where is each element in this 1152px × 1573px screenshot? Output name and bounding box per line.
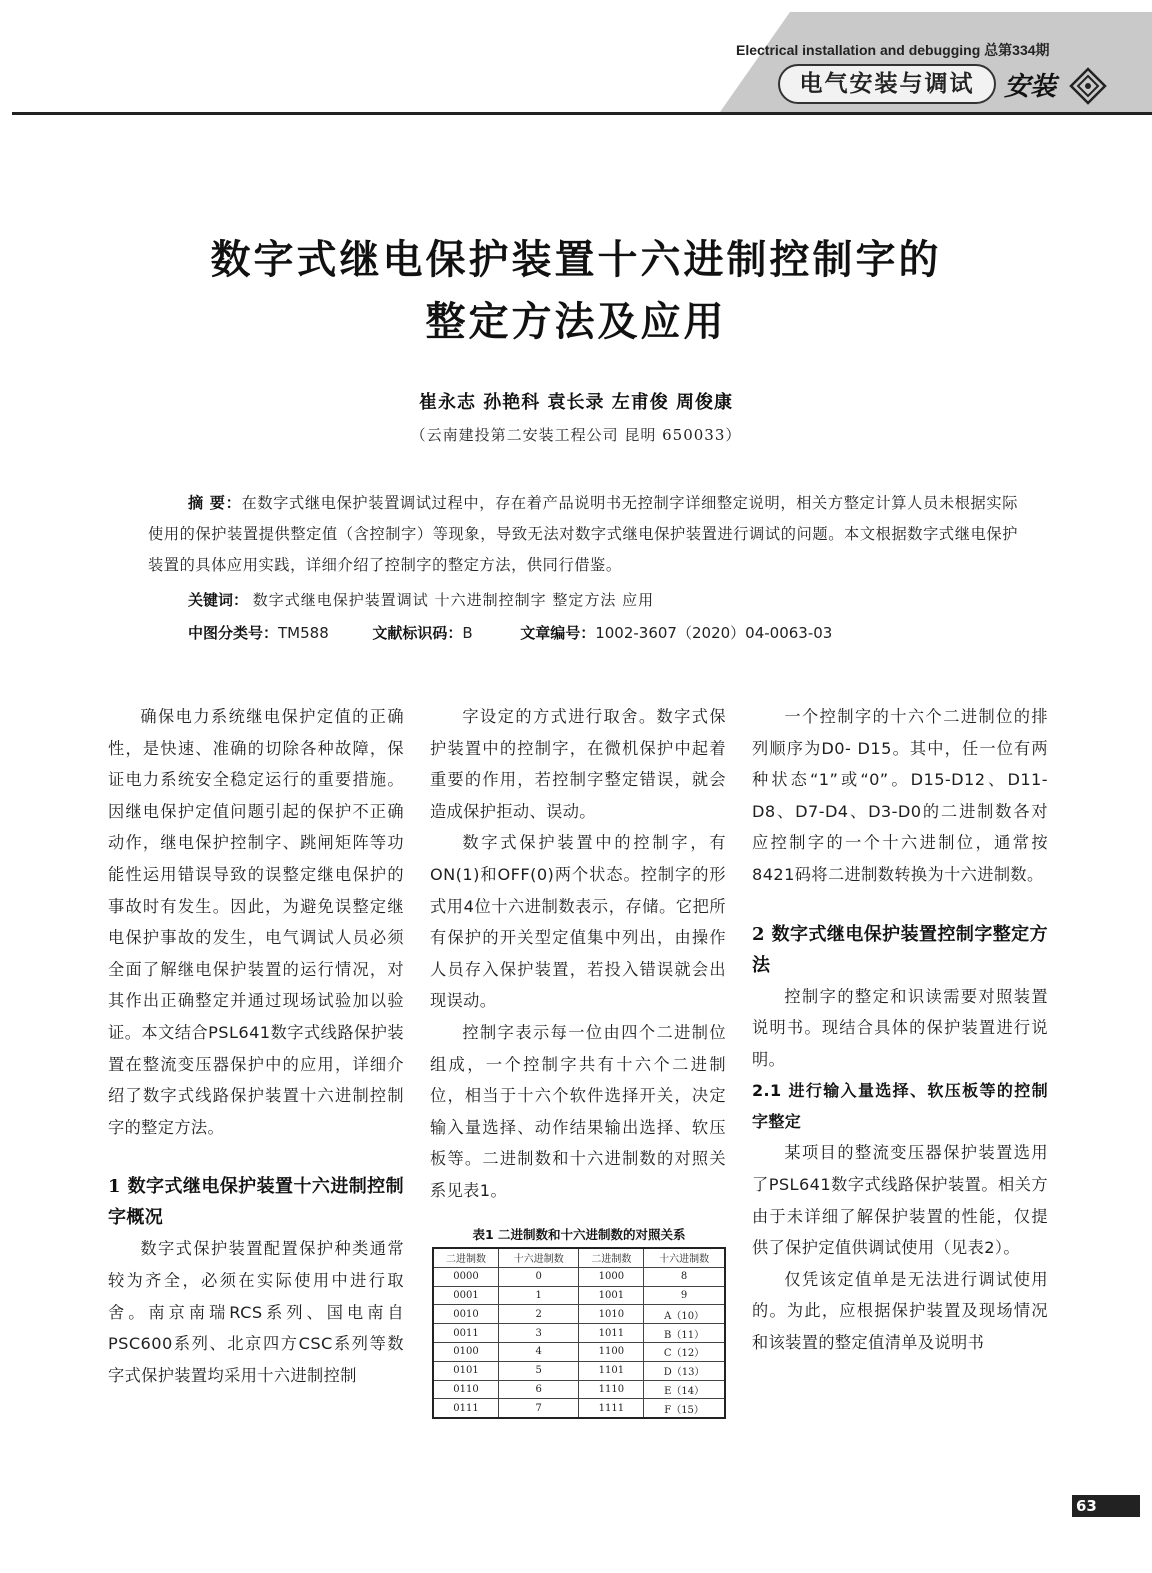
- journal-logo-icon: [1068, 66, 1108, 106]
- table-cell: 0001: [433, 1286, 499, 1305]
- keywords-value: 数字式继电保护装置调试 十六进制控制字 整定方法 应用: [252, 591, 655, 609]
- article-title-line1: 数字式继电保护装置十六进制控制字的: [210, 236, 942, 283]
- table-cell: 1010: [579, 1305, 644, 1324]
- table-cell: 1100: [579, 1342, 644, 1361]
- paragraph: 一个控制字的十六个二进制位的排列顺序为D0- D15。其中，任一位有两种状态“1”或“0”。D15-D12、D11-D8、D7-D4、D3-D0的二进制数各对应控制字的一个十六进制位，通常按8421码将二进制数转换为十六进制数。: [752, 707, 1048, 884]
- classification: [188, 622, 832, 643]
- table-header-cell: 十六进制数: [644, 1248, 725, 1267]
- table-row: [433, 1399, 725, 1418]
- journal-en-name: Electrical installation and debugging: [736, 42, 981, 58]
- table-row: [433, 1267, 725, 1286]
- table-cell: D（13）: [644, 1361, 725, 1380]
- affiliation: （云南建投第二安装工程公司 昆明 650033）: [410, 426, 742, 444]
- table-cell: 0: [499, 1267, 579, 1286]
- table-cell: 4: [499, 1342, 579, 1361]
- paragraph: 字设定的方式进行取舍。数字式保护装置中的控制字，在微机保护中起着重要的作用，若控制字整定错误，就会造成保护拒动、误动。: [430, 707, 726, 821]
- journal-issue: 总第334期: [984, 42, 1050, 58]
- paragraph: 控制字表示每一位由四个二进制位组成，一个控制字共有十六个二进制位，相当于十六个软件选择开关，决定输入量选择、动作结果输出选择、软压板等。二进制数和十六进制数的对照关系见表1。: [430, 1022, 726, 1200]
- table-cell: 8: [644, 1267, 725, 1286]
- table-cell: F（15）: [644, 1399, 725, 1418]
- binary-hex-table: [432, 1247, 726, 1419]
- table-caption: 表1 二进制数和十六进制数的对照关系: [472, 1227, 686, 1242]
- table-header-cell: 二进制数: [433, 1248, 499, 1267]
- table-cell: 2: [499, 1305, 579, 1324]
- section-heading-2: 2 数字式继电保护装置控制字整定方法: [752, 923, 1048, 976]
- subsection-heading-2-1: 2.1 进行输入量选择、软压板等的控制字整定: [752, 1081, 1048, 1132]
- table-cell: 0011: [433, 1324, 499, 1343]
- table-cell: A（10）: [644, 1305, 725, 1324]
- table-cell: E（14）: [644, 1380, 725, 1399]
- keywords: [188, 589, 654, 610]
- abstract: [148, 488, 1018, 581]
- table-cell: 1011: [579, 1324, 644, 1343]
- journal-logo-text: 安装: [1004, 72, 1057, 102]
- journal-cn-title: 电气安装与调试: [778, 64, 996, 104]
- table-row: [433, 1361, 725, 1380]
- authors: 崔永志 孙艳科 袁长录 左甫俊 周俊康: [418, 392, 734, 413]
- table-cell: 7: [499, 1399, 579, 1418]
- doc-code-value: B: [462, 624, 473, 642]
- paragraph: 确保电力系统继电保护定值的正确性，是快速、准确的切除各种故障，保证电力系统安全稳定运行的重要措施。因继电保护定值问题引起的保护不正确动作，继电保护控制字、跳闸矩阵等功能性运用错误导致的误整定继电保护的事故时有发生。因此，为避免误整定继电保护事故的发生，电气调试人员必须全面了解继电保护装置的运行情况，对其作出正确整定并通过现场试验加以验证。本文结合PSL641数字式线路保护装置在整流变压器保护中的应用，详细介绍了数字式线路保护装置十六进制控制字的整定方法。: [108, 707, 404, 1137]
- table-row: [433, 1324, 725, 1343]
- table-cell: 0000: [433, 1267, 499, 1286]
- table-row: [433, 1305, 725, 1324]
- journal-en-title: [736, 40, 1050, 60]
- clc-label: 中图分类号：: [188, 624, 279, 642]
- table-cell: 0110: [433, 1380, 499, 1399]
- table-cell: 1000: [579, 1267, 644, 1286]
- table-cell: 5: [499, 1361, 579, 1380]
- table-cell: 1001: [579, 1286, 644, 1305]
- table-header-row: [433, 1248, 725, 1267]
- table-cell: 0101: [433, 1361, 499, 1380]
- abstract-text: 在数字式继电保护装置调试过程中，存在着产品说明书无控制字详细整定说明，相关方整定计算人员未根据实际使用的保护装置提供整定值（含控制字）等现象，导致无法对数字式继电保护装置进行调试的问题。本文根据数字式继电保护装置的具体应用实践，详细介绍了控制字的整定方法，供同行借鉴。: [148, 494, 1019, 574]
- clc-value: TM588: [278, 624, 329, 642]
- table-cell: 0010: [433, 1305, 499, 1324]
- abstract-label: 摘 要：: [188, 494, 242, 512]
- paragraph: 仅凭该定值单是无法进行调试使用的。为此，应根据保护装置及现场情况和该装置的整定值清单及说明书: [752, 1269, 1048, 1352]
- body-column-2: [430, 701, 726, 1207]
- table-cell: 1: [499, 1286, 579, 1305]
- table-cell: 1101: [579, 1361, 644, 1380]
- body-column-3: [752, 701, 1048, 1359]
- table-header-cell: 十六进制数: [499, 1248, 579, 1267]
- table-cell: 9: [644, 1286, 725, 1305]
- paragraph: 数字式保护装置配置保护种类通常较为齐全，必须在实际使用中进行取舍。南京南瑞RCS系列、国电南自PSC600系列、北京四方CSC系列等数字式保护装置均采用十六进制控制: [108, 1239, 404, 1385]
- paragraph: 某项目的整流变压器保护装置选用了PSL641数字式线路保护装置。相关方由于未详细了解保护装置的性能，仅提供了保护定值供调试使用（见表2）。: [752, 1143, 1048, 1258]
- header-rule: [12, 112, 1152, 115]
- table-cell: 1110: [579, 1380, 644, 1399]
- article-no-value: 1002-3607（2020）04-0063-03: [595, 624, 833, 642]
- table-row: [433, 1286, 725, 1305]
- table-cell: B（11）: [644, 1324, 725, 1343]
- keywords-label: 关键词：: [188, 591, 249, 609]
- table-header-cell: 二进制数: [579, 1248, 644, 1267]
- article-no-label: 文章编号：: [520, 624, 596, 642]
- table-cell: 1111: [579, 1399, 644, 1418]
- section-heading-1: 1 数字式继电保护装置十六进制控制字概况: [108, 1176, 404, 1229]
- table-cell: 6: [499, 1380, 579, 1399]
- paragraph: 数字式保护装置中的控制字，有ON(1)和OFF(0)两个状态。控制字的形式用4位十六进制数表示，存储。它把所有保护的开关型定值集中列出，由操作人员存入保护装置，若投入错误就会出现误动。: [430, 833, 726, 1011]
- table-row: [433, 1342, 725, 1361]
- article-title-line2: 整定方法及应用: [425, 298, 727, 345]
- table-row: [433, 1380, 725, 1399]
- table-cell: 0111: [433, 1399, 499, 1418]
- table-cell: 0100: [433, 1342, 499, 1361]
- body-column-1: [108, 701, 404, 1391]
- table-cell: C（12）: [644, 1342, 725, 1361]
- paragraph: 控制字的整定和识读需要对照装置说明书。现结合具体的保护装置进行说明。: [752, 986, 1048, 1069]
- doc-code-label: 文献标识码：: [372, 624, 463, 642]
- page-number: 63: [1072, 1495, 1140, 1517]
- table-cell: 3: [499, 1324, 579, 1343]
